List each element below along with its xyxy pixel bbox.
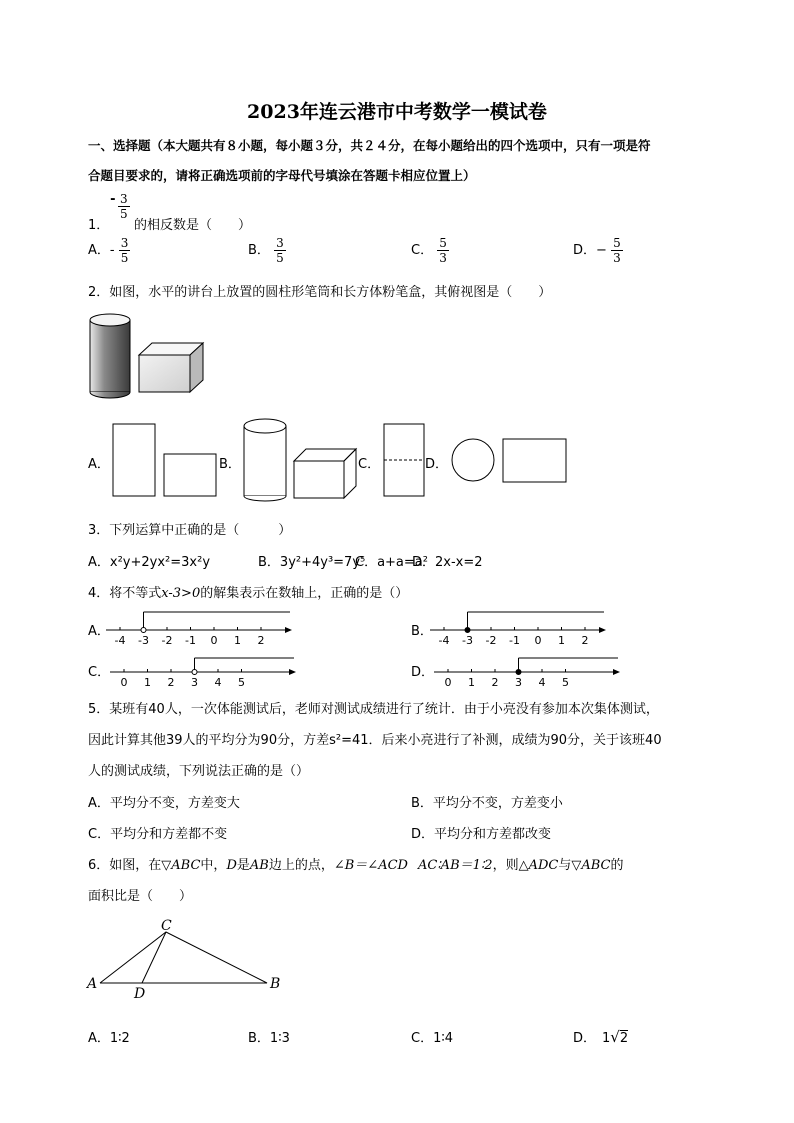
q1-suffix: 的相反数是（ ） <box>134 218 252 233</box>
q5-option-b[interactable]: B．平均分不变，方差变小 <box>411 796 563 811</box>
q6-text: 与 <box>558 858 572 873</box>
tick-label: -4 <box>438 634 450 647</box>
option-den: 5 <box>276 251 284 265</box>
axis-arrow <box>613 669 620 675</box>
point-b-label: B <box>270 976 281 992</box>
box-shape <box>139 343 203 392</box>
sqrt-sign: √ <box>610 1028 620 1046</box>
option-num: 5 <box>439 236 447 250</box>
q6-text: 边上的点， <box>268 858 334 873</box>
tick-label: 0 <box>534 634 542 647</box>
tick-label: -3 <box>462 634 473 647</box>
question-5-line2: 因此计算其他39人的平均分为90分，方差s²=41．后来小亮进行了补测，成绩为90分，关于该班40 <box>88 733 662 748</box>
tick-label: -2 <box>161 634 173 647</box>
tick-label: 5 <box>562 676 569 689</box>
q1-option-c[interactable] <box>411 236 449 265</box>
q6-text: ，则 <box>492 858 519 873</box>
q1-option-a[interactable] <box>88 236 130 265</box>
q6-text: 的 <box>610 858 624 873</box>
q2-option-c-label[interactable]: C． <box>358 457 381 472</box>
q3-option-d[interactable]: D．2x-x=2 <box>412 555 483 570</box>
tick-label: 2 <box>581 634 589 647</box>
q4-expression: x-3>0 <box>161 586 201 601</box>
tick-label: 5 <box>238 676 245 689</box>
tick-label: 1 <box>558 634 565 647</box>
tick-label: -2 <box>485 634 497 647</box>
question-4 <box>88 582 408 601</box>
q6-triangle-abc-2: ▽ABC <box>571 858 611 873</box>
q1-option-b[interactable] <box>248 236 286 265</box>
q6-text: 是 <box>236 858 250 873</box>
q1-sign: - <box>110 192 116 207</box>
option-den: 3 <box>613 251 621 265</box>
point-a-label: A <box>87 976 98 992</box>
question-3: 3．下列运算中正确的是（ ） <box>88 523 292 538</box>
option-label: A． <box>88 243 110 258</box>
option-label: D． <box>573 1031 597 1046</box>
q6-ratio: AC∶AB＝1∶2 <box>417 858 493 873</box>
q2-option-d-label[interactable]: D． <box>425 457 449 472</box>
tick-label: -4 <box>114 634 126 647</box>
q6-option-b[interactable]: B．1∶3 <box>248 1031 290 1046</box>
q6-triangle-abc: ▽ABC <box>161 858 201 873</box>
tick-label: 1 <box>144 676 151 689</box>
tick-label: -1 <box>509 634 520 647</box>
section-heading-line2: 合题目要求的，请将正确选项前的字母代号填涂在答题卡相应位置上） <box>88 168 476 183</box>
q2-option-b-label[interactable]: B． <box>219 457 241 472</box>
tick-label: -1 <box>185 634 196 647</box>
tick-label: 4 <box>214 676 222 689</box>
q4-suffix: 的解集表示在数轴上，正确的是（） <box>200 586 409 601</box>
q6-option-c[interactable]: C．1∶4 <box>411 1031 454 1046</box>
tick-label: 0 <box>210 634 218 647</box>
q6-segment-ab: AB <box>249 858 269 873</box>
open-endpoint <box>141 628 146 633</box>
tick-label: 3 <box>515 676 522 689</box>
page-title: 2023年连云港市中考数学一模试卷 <box>247 101 547 123</box>
q2-option-a-label[interactable]: A． <box>88 457 110 472</box>
q4-option-d-label[interactable]: D． <box>411 665 435 680</box>
option-label: C． <box>411 243 434 258</box>
sqrt-radicand: 2 <box>619 1031 629 1046</box>
option-value: 1 <box>602 1031 611 1046</box>
question-5-line3: 人的测试成绩，下列说法正确的是（） <box>88 764 310 779</box>
q4-option-b-numberline[interactable] <box>428 610 608 646</box>
tick-label: 0 <box>120 676 128 689</box>
q2-option-b-figure[interactable] <box>240 416 360 500</box>
q3-option-c[interactable]: C．a+a=a² <box>355 555 428 570</box>
tick-label: 3 <box>191 676 198 689</box>
point-d-label: D <box>134 986 146 1002</box>
q6-option-a[interactable]: A．1∶2 <box>88 1031 130 1046</box>
option-label: D． <box>573 243 597 258</box>
q6-angle: ∠B＝∠ACD <box>333 858 408 873</box>
tick-label: 1 <box>468 676 475 689</box>
question-6-line1 <box>88 854 624 873</box>
q6-option-d[interactable] <box>573 1027 628 1046</box>
axis-arrow <box>285 627 292 633</box>
option-sign: - <box>109 243 115 258</box>
option-sign: − <box>596 243 607 258</box>
q6-triangle-figure <box>84 916 294 1002</box>
option-num: 3 <box>276 236 284 250</box>
q4-option-d-numberline[interactable] <box>432 652 622 688</box>
option-label: B． <box>248 243 270 258</box>
q4-option-b-label[interactable]: B． <box>411 624 433 639</box>
question-2: 2．如图，水平的讲台上放置的圆柱形笔筒和长方体粉笔盒，其俯视图是（ ） <box>88 285 552 300</box>
q1-option-d[interactable] <box>573 236 623 265</box>
q4-option-a-label[interactable]: A． <box>88 624 110 639</box>
q1-den: 5 <box>120 207 128 221</box>
q6-point-d: D <box>226 858 237 873</box>
tick-label: 2 <box>491 676 499 689</box>
axis-arrow <box>599 627 606 633</box>
q1-num: 3 <box>120 192 128 206</box>
question-6-line2: 面积比是（ ） <box>88 889 193 904</box>
option-den: 5 <box>120 251 129 265</box>
q2-option-d-figure[interactable] <box>448 434 574 488</box>
closed-endpoint <box>516 670 521 675</box>
tick-label: -3 <box>138 634 149 647</box>
question-5-line1: 5．某班有40人，一次体能测试后，老师对测试成绩进行了统计．由于小亮没有参加本次集体测试， <box>88 702 659 717</box>
q6-text: 6．如图，在 <box>88 858 162 873</box>
point-c-label: C <box>161 918 172 934</box>
q6-text: 中， <box>200 858 227 873</box>
q1-fraction <box>118 192 130 221</box>
axis-arrow <box>289 669 296 675</box>
q5-option-d[interactable]: D．平均分和方差都改变 <box>411 827 552 842</box>
q2-option-c-figure[interactable] <box>380 422 430 498</box>
section-heading-line1: 一、选择题（本大题共有８小题，每小题３分，共２４分，在每小题给出的四个选项中，只有一项是符 <box>88 138 651 153</box>
q4-option-c-numberline[interactable] <box>108 652 298 688</box>
q5-option-a[interactable]: A．平均分不变，方差变大 <box>88 796 240 811</box>
open-endpoint <box>192 670 197 675</box>
question-1-prefix: 1． <box>88 218 110 233</box>
question-1 <box>88 192 116 207</box>
q3-option-b[interactable]: B．3y²+4y³=7y⁵ <box>258 555 366 570</box>
tick-label: 0 <box>444 676 452 689</box>
option-den: 3 <box>439 251 447 265</box>
q3-option-a[interactable]: A．x²y+2yx²=3x²y <box>88 555 211 570</box>
q4-option-c-label[interactable]: C． <box>88 665 111 680</box>
tick-label: 2 <box>167 676 175 689</box>
cylinder-shape <box>90 314 130 398</box>
q2-option-a-figure[interactable] <box>108 422 220 498</box>
q6-triangle-adc: △ADC <box>518 858 559 873</box>
tick-label: 1 <box>234 634 241 647</box>
option-num: 5 <box>613 236 621 250</box>
q2-figure <box>85 310 215 402</box>
q4-option-a-numberline[interactable] <box>104 610 294 646</box>
option-num: 3 <box>120 236 129 250</box>
tick-label: 4 <box>538 676 546 689</box>
q4-prefix: 4．将不等式 <box>88 586 162 601</box>
closed-endpoint <box>465 628 470 633</box>
q5-option-c[interactable]: C．平均分和方差都不变 <box>88 827 228 842</box>
tick-label: 2 <box>257 634 265 647</box>
